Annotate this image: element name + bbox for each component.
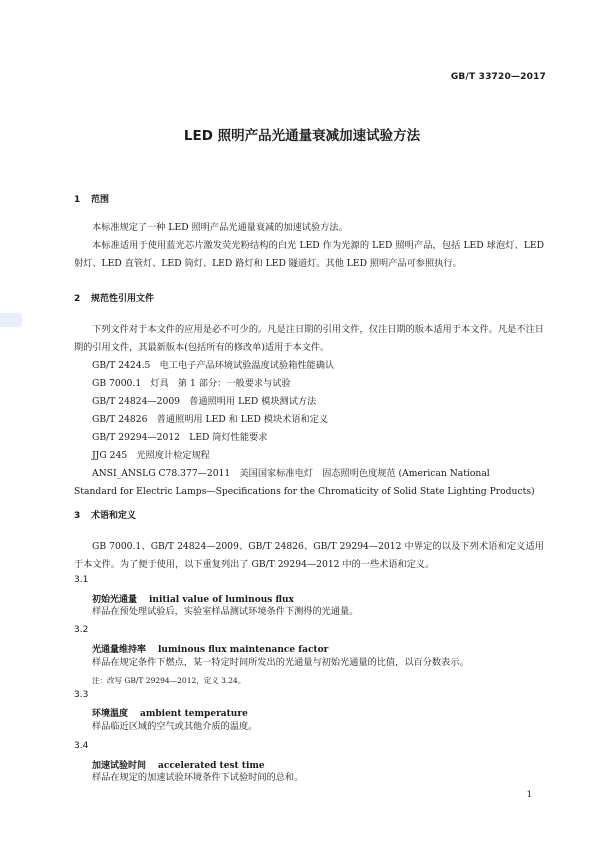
term-en: luminous flux maintenance factor <box>158 645 329 655</box>
section-title: 术语和定义 <box>91 511 137 521</box>
term-number: 3.1 <box>74 575 89 585</box>
term-definition: 样品在规定条件下燃点，某一特定时间所发出的光通量与初始光通量的比值，以百分数表示。 <box>92 657 469 668</box>
paragraph: 本标准规定了一种 LED 照明产品光通量衰减的加速试验方法。 <box>92 222 348 233</box>
term-number: 3.3 <box>74 690 89 700</box>
term-definition: 样品临近区域的空气或其他介质的温度。 <box>92 721 258 732</box>
term-number: 3.2 <box>74 625 89 635</box>
term-note: 注：改写 GB/T 29294—2012，定义 3.24。 <box>92 676 246 685</box>
reference-item-continuation: Standard for Electric Lamps—Specifications for the Chromaticity of Solid State Lighting Products) <box>74 486 535 497</box>
page-number: 1 <box>526 790 532 800</box>
term-zh: 初始光通量 <box>92 595 138 605</box>
reference-item: GB/T 29294—2012 LED 筒灯性能要求 <box>92 432 268 443</box>
side-tab-handle[interactable] <box>0 313 22 327</box>
section-3-heading <box>74 508 136 521</box>
reference-item: ANSI_ANSLG C78.377—2011 美国国家标准电灯 固态照明色度规范 (American National <box>92 468 490 479</box>
reference-item: GB/T 24826 普通照明用 LED 和 LED 模块术语和定义 <box>92 414 329 425</box>
reference-item: JJG 245 光照度计检定规程 <box>92 450 210 461</box>
section-2-heading <box>74 291 154 304</box>
reference-item: GB/T 2424.5 电工电子产品环境试验温度试验箱性能确认 <box>92 360 335 371</box>
standard-code: GB/T 33720—2017 <box>450 72 546 82</box>
document-title: LED 照明产品光通量衰减加速试验方法 <box>183 128 421 144</box>
term-number: 3.4 <box>74 741 89 751</box>
term-zh: 加速试验时间 <box>92 761 147 771</box>
term-definition: 样品在预处理试验后，实验室样品测试环境条件下测得的光通量。 <box>92 606 359 617</box>
term-zh: 光通量维持率 <box>92 645 147 655</box>
section-number: 2 <box>74 294 81 304</box>
section-1-heading <box>74 192 109 205</box>
section-title: 范围 <box>91 195 110 205</box>
term-en: initial value of luminous flux <box>149 595 294 605</box>
term-en: accelerated test time <box>158 761 265 771</box>
term-zh: 环境温度 <box>92 709 129 719</box>
term-definition: 样品在规定的加速试验环境条件下试验时间的总和。 <box>92 772 304 783</box>
reference-item: GB/T 24824—2009 普通照明用 LED 模块测试方法 <box>92 396 317 407</box>
paragraph: 下列文件对于本文件的应用是必不可少的。凡是注日期的引用文件，仅注日期的版本适用于本文件。凡是不注日期的引用文件，其最新版本(包括所有的修改单)适用于本文件。 <box>74 324 544 353</box>
paragraph: 本标准适用于使用蓝光芯片激发荧光粉结构的白光 LED 作为光源的 LED 照明产品，包括 LED 球泡灯、LED 射灯、LED 直管灯、LED 筒灯、LED 路灯和 LED 隧道灯。其他 LED 照明产品可参照执行。 <box>74 240 544 269</box>
section-number: 1 <box>74 195 81 205</box>
section-number: 3 <box>74 511 81 521</box>
section-title: 规范性引用文件 <box>91 294 155 304</box>
reference-item: GB 7000.1 灯具 第 1 部分：一般要求与试验 <box>92 378 291 389</box>
paragraph: GB 7000.1、GB/T 24824—2009、GB/T 24826、GB/T 29294—2012 中界定的以及下列术语和定义适用于本文件。为了便于使用，以下重复列出了 GB/T 29294—2012 中的一些术语和定义。 <box>74 541 544 570</box>
term-en: ambient temperature <box>140 709 248 719</box>
